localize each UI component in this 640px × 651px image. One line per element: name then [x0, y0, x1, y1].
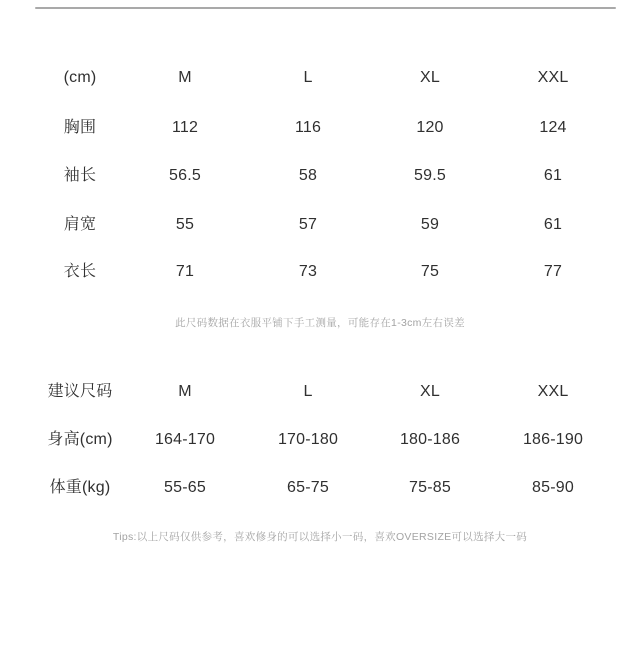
- cell-value: 180-186: [399, 431, 461, 448]
- unit-header: (cm): [63, 69, 97, 86]
- table-row-length: [0, 261, 640, 283]
- divider-line: [35, 7, 616, 9]
- cell-value: 59: [420, 216, 440, 233]
- row-label: 衣长: [63, 263, 97, 280]
- suggest-size-header: 建议尺码: [47, 383, 113, 400]
- cell-value: 59.5: [414, 167, 446, 184]
- cell-value: 61: [543, 216, 563, 233]
- cell-value: 77: [543, 263, 563, 280]
- cell-value: 116: [294, 119, 322, 136]
- cell-value: 120: [416, 119, 444, 136]
- cell-value: 55-65: [164, 479, 206, 496]
- cell-value: 55: [175, 216, 195, 233]
- cell-value: 75: [420, 263, 440, 280]
- suggest-table-header-row: [0, 381, 640, 403]
- row-label: 体重(kg): [49, 479, 111, 496]
- measurement-note: 此尺码数据在衣服平铺下手工测量，可能存在1-3cm左右误差: [175, 317, 465, 329]
- cell-value: 164-170: [154, 431, 216, 448]
- size-col-header-l: L: [303, 383, 313, 400]
- cell-value: 75-85: [409, 479, 451, 496]
- row-label: 胸围: [63, 119, 97, 136]
- cell-value: 85-90: [532, 479, 574, 496]
- cell-value: 57: [298, 216, 318, 233]
- size-col-header-xl: XL: [420, 383, 440, 400]
- row-label: 袖长: [63, 167, 97, 184]
- size-col-header-m: M: [178, 383, 192, 400]
- measure-table-header-row: [0, 67, 640, 89]
- cell-value: 186-190: [522, 431, 584, 448]
- cell-value: 73: [298, 263, 318, 280]
- cell-value: 56.5: [169, 167, 201, 184]
- cell-value: 61: [543, 167, 563, 184]
- size-col-header-xxl: XXL: [537, 69, 569, 86]
- cell-value: 71: [175, 263, 195, 280]
- cell-value: 112: [171, 119, 199, 136]
- row-label: 肩宽: [63, 216, 97, 233]
- table-row-weight: [0, 477, 640, 499]
- size-col-header-xxl: XXL: [537, 383, 569, 400]
- tips-note: Tips:以上尺码仅供参考，喜欢修身的可以选择小一码，喜欢OVERSIZE可以选择大一码: [112, 531, 528, 543]
- table-row-sleeve: [0, 165, 640, 187]
- cell-value: 65-75: [287, 479, 329, 496]
- size-col-header-l: L: [303, 69, 313, 86]
- cell-value: 170-180: [277, 431, 339, 448]
- size-col-header-m: M: [178, 69, 192, 86]
- cell-value: 124: [539, 119, 567, 136]
- table-row-chest: [0, 117, 640, 139]
- size-col-header-xl: XL: [420, 69, 440, 86]
- table-row-height: [0, 429, 640, 451]
- row-label: 身高(cm): [47, 431, 113, 448]
- table-row-shoulder: [0, 214, 640, 236]
- cell-value: 58: [298, 167, 318, 184]
